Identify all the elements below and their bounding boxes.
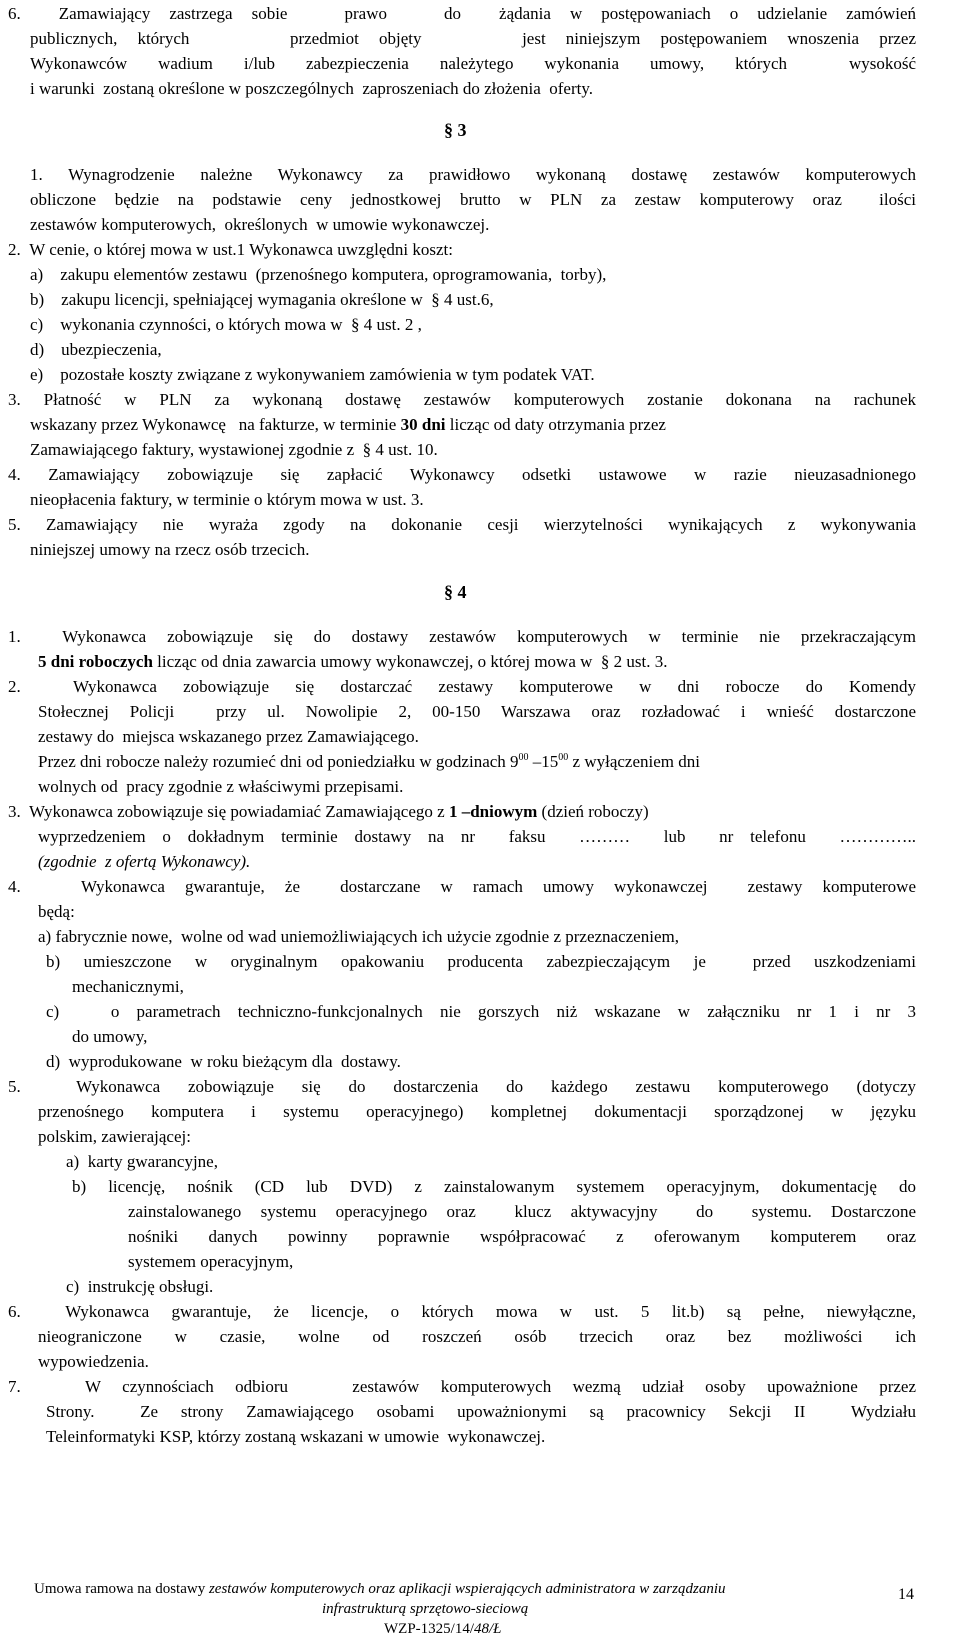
text-line: 5. Zamawiający nie wyraża zgody na dokonanie cesji wierzytelności wynikających z wykonywania — [8, 515, 916, 534]
text-line: (zgodnie z ofertą Wykonawcy). — [38, 852, 251, 871]
text-line: c) instrukcję obsługi. — [66, 1277, 214, 1296]
text-line: 2. Wykonawca zobowiązuje się dostarczać zestawy komputerowe w dni robocze do Komendy — [8, 677, 916, 696]
text-line: niniejszej umowy na rzecz osób trzecich. — [30, 540, 310, 559]
text-line: zestawów komputerowych, określonych w umowie wykonawczej. — [30, 215, 490, 234]
text-line: b) licencję, nośnik (CD lub DVD) z zainstalowanym systemem operacyjnym, dokumentację do — [72, 1177, 916, 1196]
text-line: 2. W cenie, o której mowa w ust.1 Wykonawca uwzględni koszt: — [8, 240, 453, 259]
text-line: 4. Zamawiający zobowiązuje się zapłacić Wykonawcy odsetki ustawowe w razie nieuzasadnionego — [8, 465, 916, 484]
page-number: 14 — [898, 1586, 914, 1603]
bold-term: 5 dni roboczych — [38, 652, 153, 671]
text-line: Przez dni robocze należy rozumieć dni od poniedziałku w godzinach $9^{00}$ $-15^{00}$ z wyłączeniem dni — [38, 752, 700, 771]
text-line: obliczone będzie na podstawie ceny jednostkowej brutto w PLN za zestaw komputerowy oraz ilości — [30, 190, 916, 209]
text-line: nośniki danych powinny poprawnie współpracować z oferowanym komputerem oraz — [128, 1227, 916, 1246]
text-line: wskazany przez Wykonawcę na fakturze, w terminie 30 dni licząc od daty otrzymania przez — [30, 415, 666, 434]
footer-title: Umowa ramowa na dostawy zestawów komputerowych oraz aplikacji wspierających administratora w zarządzaniu — [34, 1581, 726, 1597]
text-line: do umowy, — [72, 1027, 148, 1046]
text-line: 4. Wykonawca gwarantuje, że dostarczane w ramach umowy wykonawczej zestawy komputerowe — [8, 877, 916, 896]
text-line: c) o parametrach techniczno-funkcjonalnych nie gorszych niż wskazane w załączniku nr 1 i nr 3 — [46, 1002, 916, 1021]
text-line: 6. Wykonawca gwarantuje, że licencje, o których mowa w ust. 5 lit.b) są pełne, niewyłączne, — [8, 1302, 916, 1321]
text-line: a) fabrycznie nowe, wolne od wad uniemożliwiających ich użycie zgodnie z przeznaczeniem, — [38, 927, 679, 946]
bold-term: 30 dni — [400, 415, 446, 434]
text-line: wyprzedzeniem o dokładnym terminie dostawy na nr faksu ……… lub nr telefonu ………….. — [38, 827, 916, 846]
section-4-heading: § 4 — [444, 582, 467, 602]
text-line: polskim, zawierającej: — [38, 1127, 191, 1146]
footer-subtitle: infrastrukturą sprzętowo-sieciową — [322, 1601, 529, 1617]
text-line: d) wyprodukowane w roku bieżącym dla dostawy. — [46, 1052, 401, 1071]
text-line: a) zakupu elementów zestawu (przenośnego komputera, oprogramowania, torby), — [30, 265, 607, 284]
text-line: zainstalowanego systemu operacyjnego oraz klucz aktywacyjny do systemu. Dostarczone — [128, 1202, 916, 1221]
text-line: b) umieszczone w oryginalnym opakowaniu producenta zabezpieczającym je przed uszkodzeniami — [46, 952, 916, 971]
text-line: Wykonawców wadium i/lub zabezpieczenia należytego wykonania umowy, których wysokość — [30, 54, 916, 73]
text-line: e) pozostałe koszty związane z wykonywaniem zamówienia w tym podatek VAT. — [30, 365, 595, 384]
text-line: 1. Wynagrodzenie należne Wykonawcy za prawidłowo wykonaną dostawę zestawów komputerowych — [30, 165, 916, 184]
text-line: 3. Wykonawca zobowiązuje się powiadamiać Zamawiającego z 1 –dniowym (dzień roboczy) — [8, 802, 649, 821]
text-line: Teleinformatyki KSP, którzy zostaną wskazani w umowie wykonawczej. — [46, 1427, 546, 1446]
section-3-heading: § 3 — [444, 120, 467, 140]
text-line: wolnych od pracy zgodnie z właściwymi przepisami. — [38, 777, 404, 796]
text-line: nieograniczone w czasie, wolne od roszczeń osób trzecich oraz bez możliwości ich — [38, 1327, 916, 1346]
text-line: zestawy do miejsca wskazanego przez Zamawiającego. — [38, 727, 419, 746]
text-line: 3. Płatność w PLN za wykonaną dostawę zestawów komputerowych zostanie dokonana na rachunek — [8, 390, 916, 409]
text-line: a) karty gwarancyjne, — [66, 1152, 218, 1171]
text-line: publicznych, których przedmiot objęty jest niniejszym postępowaniem wnoszenia przez — [30, 29, 916, 48]
text-line: 5. Wykonawca zobowiązuje się do dostarczenia do każdego zestawu komputerowego (dotyczy — [8, 1077, 916, 1096]
text-line: wypowiedzenia. — [38, 1352, 149, 1371]
text-line: Strony. Ze strony Zamawiającego osobami upoważnionymi są pracownicy Sekcji II Wydziału — [46, 1402, 916, 1421]
text-line: Stołecznej Policji przy ul. Nowolipie 2, 00-150 Warszawa oraz rozładować i wnieść dostarczone — [38, 702, 916, 721]
text-line: mechanicznymi, — [72, 977, 184, 996]
text-line: nieopłacenia faktury, w terminie o którym mowa w ust. 3. — [30, 490, 424, 509]
text-line: 1. Wykonawca zobowiązuje się do dostawy zestawów komputerowych w terminie nie przekraczającym — [8, 627, 916, 646]
text-line: 6. Zamawiający zastrzega sobie prawo do żądania w postępowaniach o udzielanie zamówień — [8, 4, 916, 23]
text-line: systemem operacyjnym, — [128, 1252, 294, 1271]
text-line: 5 dni roboczych licząc od dnia zawarcia umowy wykonawczej, o której mowa w § 2 ust. 3. — [38, 652, 668, 671]
text-line: 7. W czynnościach odbioru zestawów komputerowych wezmą udział osoby upoważnione przez — [8, 1377, 916, 1396]
footer-reference: WZP-1325/14/48/Ł — [384, 1621, 502, 1637]
text-line: c) wykonania czynności, o których mowa w § 4 ust. 2 , — [30, 315, 422, 334]
text-line: Zamawiającego faktury, wystawionej zgodnie z § 4 ust. 10. — [30, 440, 438, 459]
text-line: będą: — [38, 902, 75, 921]
text-line: b) zakupu licencji, spełniającej wymagania określone w § 4 ust.6, — [30, 290, 494, 309]
text-line: i warunki zostaną określone w poszczególnych zaproszeniach do złożenia oferty. — [30, 79, 593, 98]
bold-term: 1 –dniowym — [448, 802, 538, 821]
text-line: przenośnego komputera i systemu operacyjnego) kompletnej dokumentacji sporządzonej w języku — [38, 1102, 916, 1121]
text-line: d) ubezpieczenia, — [30, 340, 162, 359]
